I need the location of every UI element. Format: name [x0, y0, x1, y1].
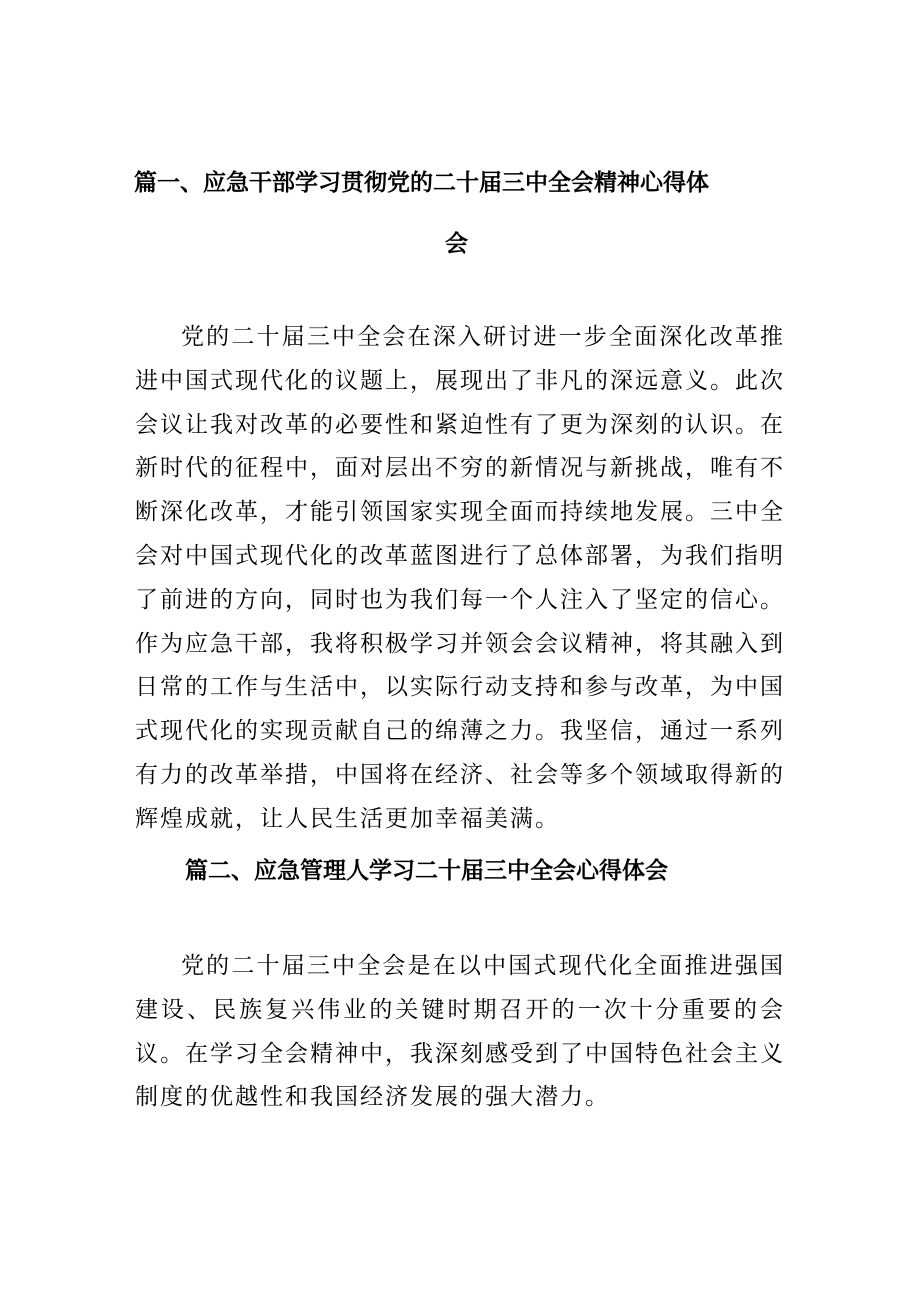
- section1-title-line1: 篇一、应急干部学习贯彻党的二十届三中全会精神心得体: [134, 170, 709, 196]
- section1-body-paragraph: 党的二十届三中全会在深入研讨进一步全面深化改革推进中国式现代化的议题上，展现出了非凡的深远意义。此次会议让我对改革的必要性和紧迫性有了更为深刻的认识。在新时代的征程中，面对层出不穷的新情况与新挑战，唯有不断深化改革，才能引领国家实现全面而持续地发展。三中全会对中国式现代化的改革蓝图进行了总体部署，为我们指明了前进的方向，同时也为我们每一个人注入了坚定的信心。作为应急干部，我将积极学习并领会会议精神，将其融入到日常的工作与生活中，以实际行动支持和参与改革，为中国式现代化的实现贡献自己的绵薄之力。我坚信，通过一系列有力的改革举措，中国将在经济、社会等多个领域取得新的辉煌成就，让人民生活更加幸福美满。: [135, 324, 785, 832]
- section2-body-paragraph: 党的二十届三中全会是在以中国式现代化全面推进强国建设、民族复兴伟业的关键时期召开的一次十分重要的会议。在学习全会精神中，我深刻感受到了中国特色社会主义制度的优越性和我国经济发展的强大潜力。: [135, 953, 785, 1111]
- section2-title: 篇二、应急管理人学习二十届三中全会心得体会: [185, 858, 668, 884]
- section1-title-line2: 会: [445, 231, 468, 257]
